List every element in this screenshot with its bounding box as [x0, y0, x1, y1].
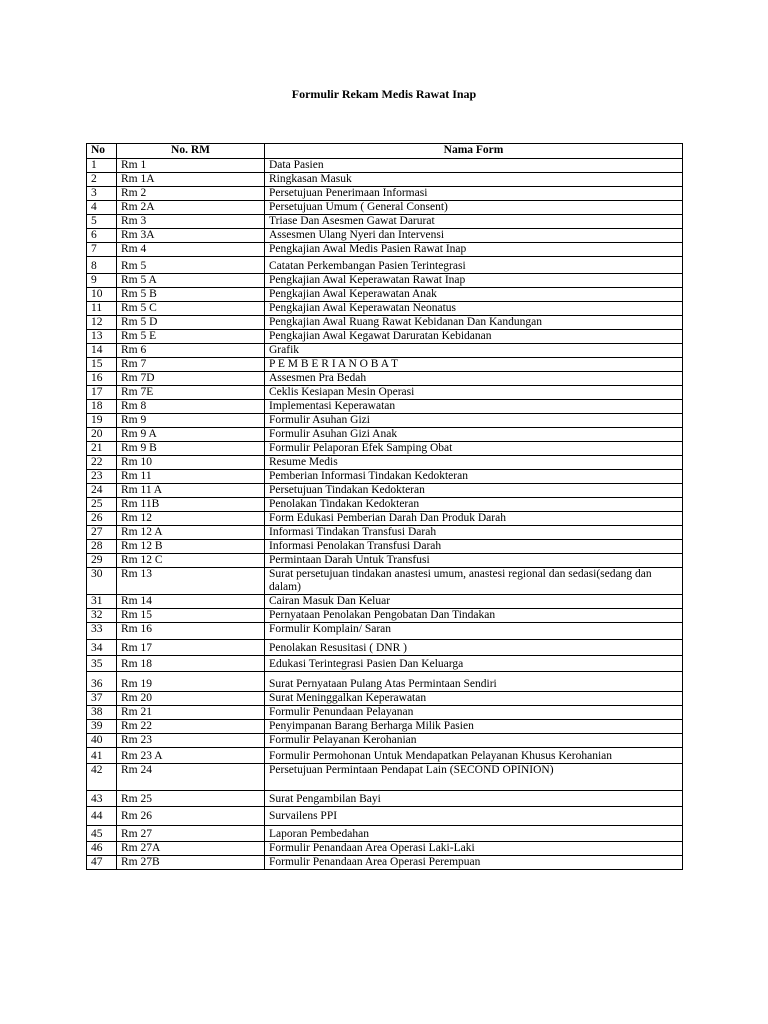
table-row [87, 842, 683, 856]
row-rm: Rm 21 [117, 706, 265, 720]
row-rm: Rm 15 [117, 609, 265, 623]
table-row [87, 807, 683, 826]
row-no: 3 [87, 187, 117, 201]
row-name: P E M B E R I A N O B A T [265, 358, 683, 372]
table-header-row [87, 144, 683, 159]
header-rm: No. RM [117, 144, 265, 159]
table-row [87, 540, 683, 554]
row-rm: Rm 1A [117, 173, 265, 187]
row-rm: Rm 7D [117, 372, 265, 386]
table-row [87, 692, 683, 706]
row-rm: Rm 27A [117, 842, 265, 856]
table-row [87, 470, 683, 484]
row-no: 35 [87, 656, 117, 672]
table-row [87, 215, 683, 229]
table-row [87, 640, 683, 656]
table-row [87, 623, 683, 640]
row-name: Pengkajian Awal Ruang Rawat Kebidanan Dan Kandungan [265, 316, 683, 330]
header-name: Nama Form [265, 144, 683, 159]
row-rm: Rm 5 E [117, 330, 265, 344]
row-no: 46 [87, 842, 117, 856]
row-name: Persetujuan Penerimaan Informasi [265, 187, 683, 201]
row-rm: Rm 17 [117, 640, 265, 656]
table-row [87, 456, 683, 470]
row-rm: Rm 9 A [117, 428, 265, 442]
row-no: 22 [87, 456, 117, 470]
forms-table [86, 143, 683, 870]
row-name: Assesmen Ulang Nyeri dan Intervensi [265, 229, 683, 243]
row-rm: Rm 5 D [117, 316, 265, 330]
row-name: Penolakan Tindakan Kedokteran [265, 498, 683, 512]
row-no: 23 [87, 470, 117, 484]
row-name: Formulir Penandaan Area Operasi Perempuan [265, 856, 683, 870]
table-row [87, 173, 683, 187]
row-no: 8 [87, 257, 117, 274]
row-rm: Rm 5 [117, 257, 265, 274]
row-rm: Rm 6 [117, 344, 265, 358]
row-rm: Rm 12 A [117, 526, 265, 540]
row-no: 27 [87, 526, 117, 540]
row-name: Persetujuan Umum ( General Consent) [265, 201, 683, 215]
row-no: 6 [87, 229, 117, 243]
table-row [87, 229, 683, 243]
row-no: 12 [87, 316, 117, 330]
row-no: 36 [87, 672, 117, 692]
table-row [87, 414, 683, 428]
row-rm: Rm 5 A [117, 274, 265, 288]
row-no: 15 [87, 358, 117, 372]
table-row [87, 372, 683, 386]
row-rm: Rm 11B [117, 498, 265, 512]
table-row [87, 243, 683, 257]
table-row [87, 498, 683, 512]
row-name: Informasi Penolakan Transfusi Darah [265, 540, 683, 554]
row-no: 30 [87, 568, 117, 595]
row-rm: Rm 23 A [117, 748, 265, 764]
table-row [87, 344, 683, 358]
table-row [87, 484, 683, 498]
table-row [87, 706, 683, 720]
row-name: Assesmen Pra Bedah [265, 372, 683, 386]
row-no: 10 [87, 288, 117, 302]
row-no: 9 [87, 274, 117, 288]
row-no: 2 [87, 173, 117, 187]
row-name: Surat Pengambilan Bayi [265, 791, 683, 807]
row-name: Data Pasien [265, 159, 683, 173]
row-name: Formulir Asuhan Gizi [265, 414, 683, 428]
header-no: No [87, 144, 117, 159]
row-no: 1 [87, 159, 117, 173]
row-rm: Rm 27 [117, 826, 265, 842]
table-row [87, 442, 683, 456]
row-name: Formulir Permohonan Untuk Mendapatkan Pelayanan Khusus Kerohanian [265, 748, 683, 764]
row-no: 26 [87, 512, 117, 526]
table-row [87, 316, 683, 330]
table-row [87, 257, 683, 274]
row-name: Pengkajian Awal Keperawatan Anak [265, 288, 683, 302]
row-name: Formulir Pelayanan Kerohanian [265, 734, 683, 748]
table-row [87, 159, 683, 173]
row-rm: Rm 9 B [117, 442, 265, 456]
row-rm: Rm 23 [117, 734, 265, 748]
row-rm: Rm 19 [117, 672, 265, 692]
row-rm: Rm 27B [117, 856, 265, 870]
row-no: 4 [87, 201, 117, 215]
table-row [87, 609, 683, 623]
row-no: 44 [87, 807, 117, 826]
row-name: Permintaan Darah Untuk Transfusi [265, 554, 683, 568]
row-rm: Rm 22 [117, 720, 265, 734]
row-no: 18 [87, 400, 117, 414]
row-no: 13 [87, 330, 117, 344]
row-rm: Rm 12 [117, 512, 265, 526]
row-name: Penyimpanan Barang Berharga Milik Pasien [265, 720, 683, 734]
row-name: Pengkajian Awal Kegawat Daruratan Kebidanan [265, 330, 683, 344]
row-name: Laporan Pembedahan [265, 826, 683, 842]
row-rm: Rm 25 [117, 791, 265, 807]
table-row [87, 791, 683, 807]
table-row [87, 672, 683, 692]
row-no: 40 [87, 734, 117, 748]
row-name: Catatan Perkembangan Pasien Terintegrasi [265, 257, 683, 274]
row-name: Penolakan Resusitasi ( DNR ) [265, 640, 683, 656]
row-name: Persetujuan Permintaan Pendapat Lain (SECOND OPINION) [265, 764, 683, 791]
row-no: 41 [87, 748, 117, 764]
row-rm: Rm 2 [117, 187, 265, 201]
row-rm: Rm 18 [117, 656, 265, 672]
table-row [87, 187, 683, 201]
row-name: Resume Medis [265, 456, 683, 470]
row-name: Pemberian Informasi Tindakan Kedokteran [265, 470, 683, 484]
table-row [87, 512, 683, 526]
row-rm: Rm 26 [117, 807, 265, 826]
row-rm: Rm 7 [117, 358, 265, 372]
row-rm: Rm 13 [117, 568, 265, 595]
row-no: 29 [87, 554, 117, 568]
table-row [87, 764, 683, 791]
row-name: Survailens PPI [265, 807, 683, 826]
row-rm: Rm 9 [117, 414, 265, 428]
row-name: Formulir Penundaan Pelayanan [265, 706, 683, 720]
row-rm: Rm 11 A [117, 484, 265, 498]
row-name: Surat persetujuan tindakan anastesi umum, anastesi regional dan sedasi(sedang dan dalam) [265, 568, 683, 595]
row-no: 19 [87, 414, 117, 428]
row-rm: Rm 12 B [117, 540, 265, 554]
row-no: 34 [87, 640, 117, 656]
row-no: 14 [87, 344, 117, 358]
row-rm: Rm 11 [117, 470, 265, 484]
row-no: 16 [87, 372, 117, 386]
table-row [87, 826, 683, 842]
row-name: Form Edukasi Pemberian Darah Dan Produk Darah [265, 512, 683, 526]
row-name: Pengkajian Awal Medis Pasien Rawat Inap [265, 243, 683, 257]
row-rm: Rm 4 [117, 243, 265, 257]
row-no: 11 [87, 302, 117, 316]
row-no: 21 [87, 442, 117, 456]
table-row [87, 856, 683, 870]
row-no: 20 [87, 428, 117, 442]
row-rm: Rm 5 B [117, 288, 265, 302]
row-rm: Rm 1 [117, 159, 265, 173]
table-row [87, 526, 683, 540]
row-name: Formulir Komplain/ Saran [265, 623, 683, 640]
table-row [87, 734, 683, 748]
row-no: 32 [87, 609, 117, 623]
row-no: 47 [87, 856, 117, 870]
row-no: 37 [87, 692, 117, 706]
row-no: 5 [87, 215, 117, 229]
row-name: Implementasi Keperawatan [265, 400, 683, 414]
row-name: Surat Meninggalkan Keperawatan [265, 692, 683, 706]
row-name: Formulir Pelaporan Efek Samping Obat [265, 442, 683, 456]
row-name: Ringkasan Masuk [265, 173, 683, 187]
table-row [87, 595, 683, 609]
table-row [87, 720, 683, 734]
row-rm: Rm 24 [117, 764, 265, 791]
row-name: Informasi Tindakan Transfusi Darah [265, 526, 683, 540]
table-row [87, 554, 683, 568]
row-rm: Rm 3 [117, 215, 265, 229]
table-row [87, 428, 683, 442]
table-row [87, 302, 683, 316]
row-rm: Rm 2A [117, 201, 265, 215]
table-row [87, 656, 683, 672]
row-name: Edukasi Terintegrasi Pasien Dan Keluarga [265, 656, 683, 672]
row-name: Cairan Masuk Dan Keluar [265, 595, 683, 609]
table-row [87, 358, 683, 372]
row-rm: Rm 12 C [117, 554, 265, 568]
row-name: Grafik [265, 344, 683, 358]
table-row [87, 288, 683, 302]
row-no: 25 [87, 498, 117, 512]
row-no: 17 [87, 386, 117, 400]
row-name: Surat Pernyataan Pulang Atas Permintaan Sendiri [265, 672, 683, 692]
row-name: Triase Dan Asesmen Gawat Darurat [265, 215, 683, 229]
table-row [87, 400, 683, 414]
table-row [87, 274, 683, 288]
row-name: Pengkajian Awal Keperawatan Neonatus [265, 302, 683, 316]
row-name: Pernyataan Penolakan Pengobatan Dan Tindakan [265, 609, 683, 623]
row-rm: Rm 14 [117, 595, 265, 609]
row-no: 28 [87, 540, 117, 554]
page-title: Formulir Rekam Medis Rawat Inap [291, 87, 477, 101]
row-name: Pengkajian Awal Keperawatan Rawat Inap [265, 274, 683, 288]
table-row [87, 201, 683, 215]
row-rm: Rm 3A [117, 229, 265, 243]
row-no: 33 [87, 623, 117, 640]
table-row [87, 386, 683, 400]
row-no: 31 [87, 595, 117, 609]
row-no: 43 [87, 791, 117, 807]
row-rm: Rm 7E [117, 386, 265, 400]
row-name: Ceklis Kesiapan Mesin Operasi [265, 386, 683, 400]
table-row [87, 568, 683, 595]
row-no: 38 [87, 706, 117, 720]
row-rm: Rm 20 [117, 692, 265, 706]
row-name: Persetujuan Tindakan Kedokteran [265, 484, 683, 498]
row-no: 7 [87, 243, 117, 257]
row-no: 45 [87, 826, 117, 842]
row-rm: Rm 16 [117, 623, 265, 640]
table-body [87, 159, 683, 870]
row-rm: Rm 10 [117, 456, 265, 470]
row-no: 39 [87, 720, 117, 734]
table-row [87, 748, 683, 764]
table-row [87, 330, 683, 344]
row-no: 24 [87, 484, 117, 498]
row-name: Formulir Penandaan Area Operasi Laki-Laki [265, 842, 683, 856]
row-name: Formulir Asuhan Gizi Anak [265, 428, 683, 442]
row-no: 42 [87, 764, 117, 791]
row-rm: Rm 8 [117, 400, 265, 414]
row-rm: Rm 5 C [117, 302, 265, 316]
